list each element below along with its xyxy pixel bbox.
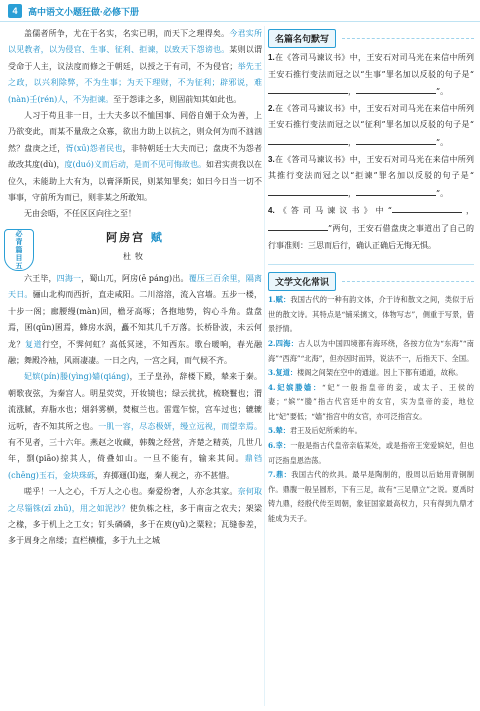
key-sentence: 四海一 (56, 273, 82, 283)
culture-explanation: 古人以为中国四境都有海环绕，各按方位为“东海”“南海”“西海”“北海”，但亦因时而异，说法不一，后指天下、全国。 (268, 338, 474, 363)
question-text: 在《答司马谏议书》中，王安石对司马光在来信中所列王安石推行变法而冠之以“生事”罪名加以反驳的句子是“ (268, 53, 474, 79)
section-rule (342, 38, 474, 39)
dictation-question (268, 101, 474, 152)
text-run: 人习于苟且非一日，士大夫多以不恤国事、同俗自媚于众为善，上乃欲变此，而某不量敌之众寡，欲出力助上以抗之，则众何为而不汹汹然？盘庚之迁， (8, 111, 262, 153)
paragraph (8, 271, 262, 369)
answer-blank[interactable] (268, 83, 348, 94)
text-run: 如君实责我以在位久，未能助上大有为，以膏泽斯民，则某知罪矣；如曰今日当一切不事事，守前所为而已，则非某之所敢知。 (8, 160, 262, 203)
culture-explanation: 我国古代的一种有韵文体，介于诗和散文之间，类似于后世的散文诗。其特点是“铺采摛文，体物写志”，侧重于写景，借景抒情。 (268, 295, 474, 334)
paragraph (8, 484, 262, 550)
dictation-question (268, 152, 474, 203)
culture-explanation: 君王及后妃所乘的车。 (289, 426, 362, 436)
culture-note (268, 381, 474, 425)
paragraph (8, 108, 262, 206)
text-run: 无由会晤，不任区区向往之至！ (24, 209, 136, 219)
question-number: 4. (268, 206, 275, 216)
section-dictation-title: 名篇名句默写 (268, 29, 336, 48)
blank-separator: ， (348, 137, 356, 147)
text-run: 某则以谓受命于人主，议法度而修之于朝廷，以授之于有司，不为侵官； (8, 45, 263, 71)
question-end: ”。 (436, 87, 449, 97)
dictation-questions (268, 50, 474, 254)
dictation-question (268, 50, 474, 101)
section-dictation-header (268, 26, 474, 50)
culture-term: 7.鼎： (268, 470, 292, 480)
book-title: 高中语文小题狂做·必修下册 (28, 6, 139, 17)
poem-title (8, 229, 262, 245)
paragraph (8, 26, 262, 108)
blank-separator: ， (348, 87, 356, 97)
paragraph (8, 206, 262, 222)
answer-blank[interactable] (268, 134, 348, 145)
key-sentence: 举先王之政，以兴利除弊，不为生事；为天下理财，不为征利；辟邪说，难(nàn)壬(rén)人，不为拒谏。 (8, 61, 263, 104)
poem-genre-tag: 赋 (150, 230, 164, 244)
culture-note (268, 293, 474, 337)
column-divider (264, 26, 265, 706)
intro-text (8, 26, 262, 223)
culture-explanation: 我国古代的炊具。最早是陶制的，殷周以后始用青铜制作。鼎腹一般呈圆形，下有三足，故有“三足鼎立”之说。夏禹时铸九鼎，经殷代传至周朝，象征国家最高权力，只有得到九鼎才能成为天子。 (268, 470, 474, 524)
page-header (0, 0, 480, 22)
culture-note (268, 366, 474, 381)
seal-char: 背 (15, 236, 23, 246)
poem-heading-block (8, 229, 262, 269)
seal-char: 篇 (15, 244, 23, 254)
culture-note (268, 337, 474, 366)
text-run: 嗟乎！一人之心，千万人之心也。秦爱纷奢，人亦念其家。 (24, 487, 238, 497)
answer-blank[interactable] (356, 185, 436, 196)
header-divider (0, 21, 480, 22)
text-run: ，王子皇孙，辞楼下殿，辇来于秦。朝歌夜弦，为秦宫人。明星荧荧，开妆镜也；绿云扰扰，梳晓鬟也；渭流涨腻，弃脂水也；烟斜雾横，焚椒兰也。雷霆乍惊，宫车过也；辘辘远听，杳不知其所之也。 (8, 372, 262, 431)
question-end: ”两句，王安石借盘庚之事道出了自己的行事准则：三思而后行，确认正确后无悔无惧。 (268, 223, 474, 250)
text-run: 盖儒者所争，尤在于名实，名实已明，而天下之理得矣。 (24, 29, 230, 38)
question-end: ”。 (436, 137, 449, 147)
culture-explanation: “妃”一般指皇帝的妾，或太子、王侯的妻；“嫔”“媵”指古代宫廷中的女官，实为皇帝的妾，地位比“妃”要低；“嫱”指宫中的女官，亦可泛指宫女。 (268, 382, 474, 421)
page-number: 4 (8, 4, 22, 18)
paragraph (8, 369, 262, 484)
culture-term: 6.幸： (268, 441, 291, 451)
text-run: 行空，不霁何虹？高低冥迷，不知西东。歌台暖响，春光融融；舞殿冷袖，风雨凄凄。一日之内，一宫之间，而气候不齐。 (8, 339, 263, 365)
question-number: 1. (268, 53, 275, 62)
right-column (268, 26, 474, 527)
culture-note (268, 468, 474, 526)
culture-term: 1.赋： (268, 295, 291, 305)
text-run: 有不见者，三十六年。燕赵之收藏，韩魏之经营，齐楚之精英，几世几年，剽(piāo)掠其人，倚叠如山。一旦不能有，输来其间。 (8, 437, 262, 464)
seal-char: 必 (15, 228, 23, 238)
answer-blank[interactable] (356, 83, 436, 94)
culture-term: 3.复道： (268, 368, 298, 378)
seal-char: 目 (15, 252, 23, 262)
question-number: 3. (268, 154, 275, 164)
answer-blank[interactable] (392, 202, 462, 213)
key-sentence: 复道 (24, 339, 42, 349)
seal-char: 五 (15, 260, 23, 270)
answer-blank[interactable] (356, 134, 436, 145)
question-text: 在《答司马谏议书》中，王安石对司马光在来信中所列其推行变法而冠之以“拒谏”罪名加以反驳的句子是“ (268, 154, 474, 181)
text-run: ，弃掷逦(lǐ)迤，秦人视之，亦不甚惜。 (94, 470, 235, 480)
poem-author: 杜牧 (123, 251, 147, 261)
poem-text (8, 271, 262, 550)
text-run: 骊山北构而西折，直走咸阳。二川溶溶，流入宫墙。五步一楼，十步一阁；廊腰缦(màn)回，檐牙高啄；各抱地势，钩心斗角。盘盘焉，囷(qūn)囷焉，蜂房水涡，矗不知其几千万落。长桥卧波，未云何龙？ (8, 290, 263, 349)
poem-title-text: 阿房宫 (106, 230, 146, 244)
key-sentence: 今君实所以见教者，以为侵官、生事、征利、拒谏，以致天下怨谤也。 (8, 29, 263, 55)
question-number: 2. (268, 103, 275, 113)
text-run: 六王毕， (24, 273, 57, 283)
key-sentence: 一肌一容，尽态极妍，缦立远视，而望幸焉。 (98, 421, 263, 431)
culture-note (268, 439, 474, 468)
culture-term: 2.四海： (268, 338, 299, 348)
culture-explanation: 一般是指古代皇帝亲临某处，或是指帝王宠爱嫔妃，但也可泛指皇恩浩荡。 (268, 441, 474, 465)
answer-blank[interactable] (268, 220, 328, 231)
culture-term: 4.妃嫔媵嫱： (268, 382, 322, 392)
key-sentence: 度(duó)义而后动，是而不见可悔故也。 (64, 160, 206, 170)
question-text: 《答司马谏议书》中“ (274, 206, 392, 216)
key-sentence: 鼎铛(chēng)玉石，金块珠砾 (8, 454, 263, 480)
section-culture-title: 文学文化常识 (268, 272, 336, 291)
answer-blank[interactable] (268, 185, 348, 196)
culture-term: 5.辇： (268, 426, 290, 436)
question-text: 在《答司马谏议书》中，王安石对司马光在来信中所列王安石推行变法而冠之以“征利”罪名加以反驳的句子是“ (268, 103, 474, 130)
key-sentence: 胥(xū)怨者民也 (65, 143, 123, 153)
recite-seal-icon (4, 229, 34, 271)
dictation-question (268, 202, 474, 254)
section-rule (342, 281, 474, 282)
blank-separator: ， (461, 206, 475, 216)
question-end: ”。 (436, 188, 449, 198)
key-sentence: 奈何取之尽锱铢(zī zhū)，用之如泥沙？ (8, 487, 263, 513)
left-column (8, 26, 262, 550)
key-sentence: 覆压三百余里，隔离天日。 (8, 273, 263, 300)
section-culture-header (268, 269, 474, 293)
culture-notes (268, 293, 474, 527)
text-run: 至于怨诽之多，则固前知其如此也。 (113, 94, 242, 104)
key-sentence: 妃嫔(pín)媵(yìng)嫱(qiáng) (24, 372, 130, 382)
culture-explanation: 楼阁之间架在空中的通道。因上下都有通道，故称。 (297, 368, 463, 378)
culture-note (268, 424, 474, 439)
text-run: ，非特朝廷士大夫而已；盘庚不为怨者故改其度(dù)， (8, 143, 263, 170)
text-run: 使负栋之柱，多于南亩之农夫；架梁之椽，多于机上之工女；钉头磷磷，多于在庾(yǔ)之粟粒；瓦缝参差，多于周身之帛缕；直栏横槛，多于九土之城 (8, 503, 263, 546)
blank-separator: ， (348, 188, 356, 198)
section-divider (268, 264, 474, 265)
text-run: ，蜀山兀，阿房(ē páng)出。 (81, 273, 189, 283)
